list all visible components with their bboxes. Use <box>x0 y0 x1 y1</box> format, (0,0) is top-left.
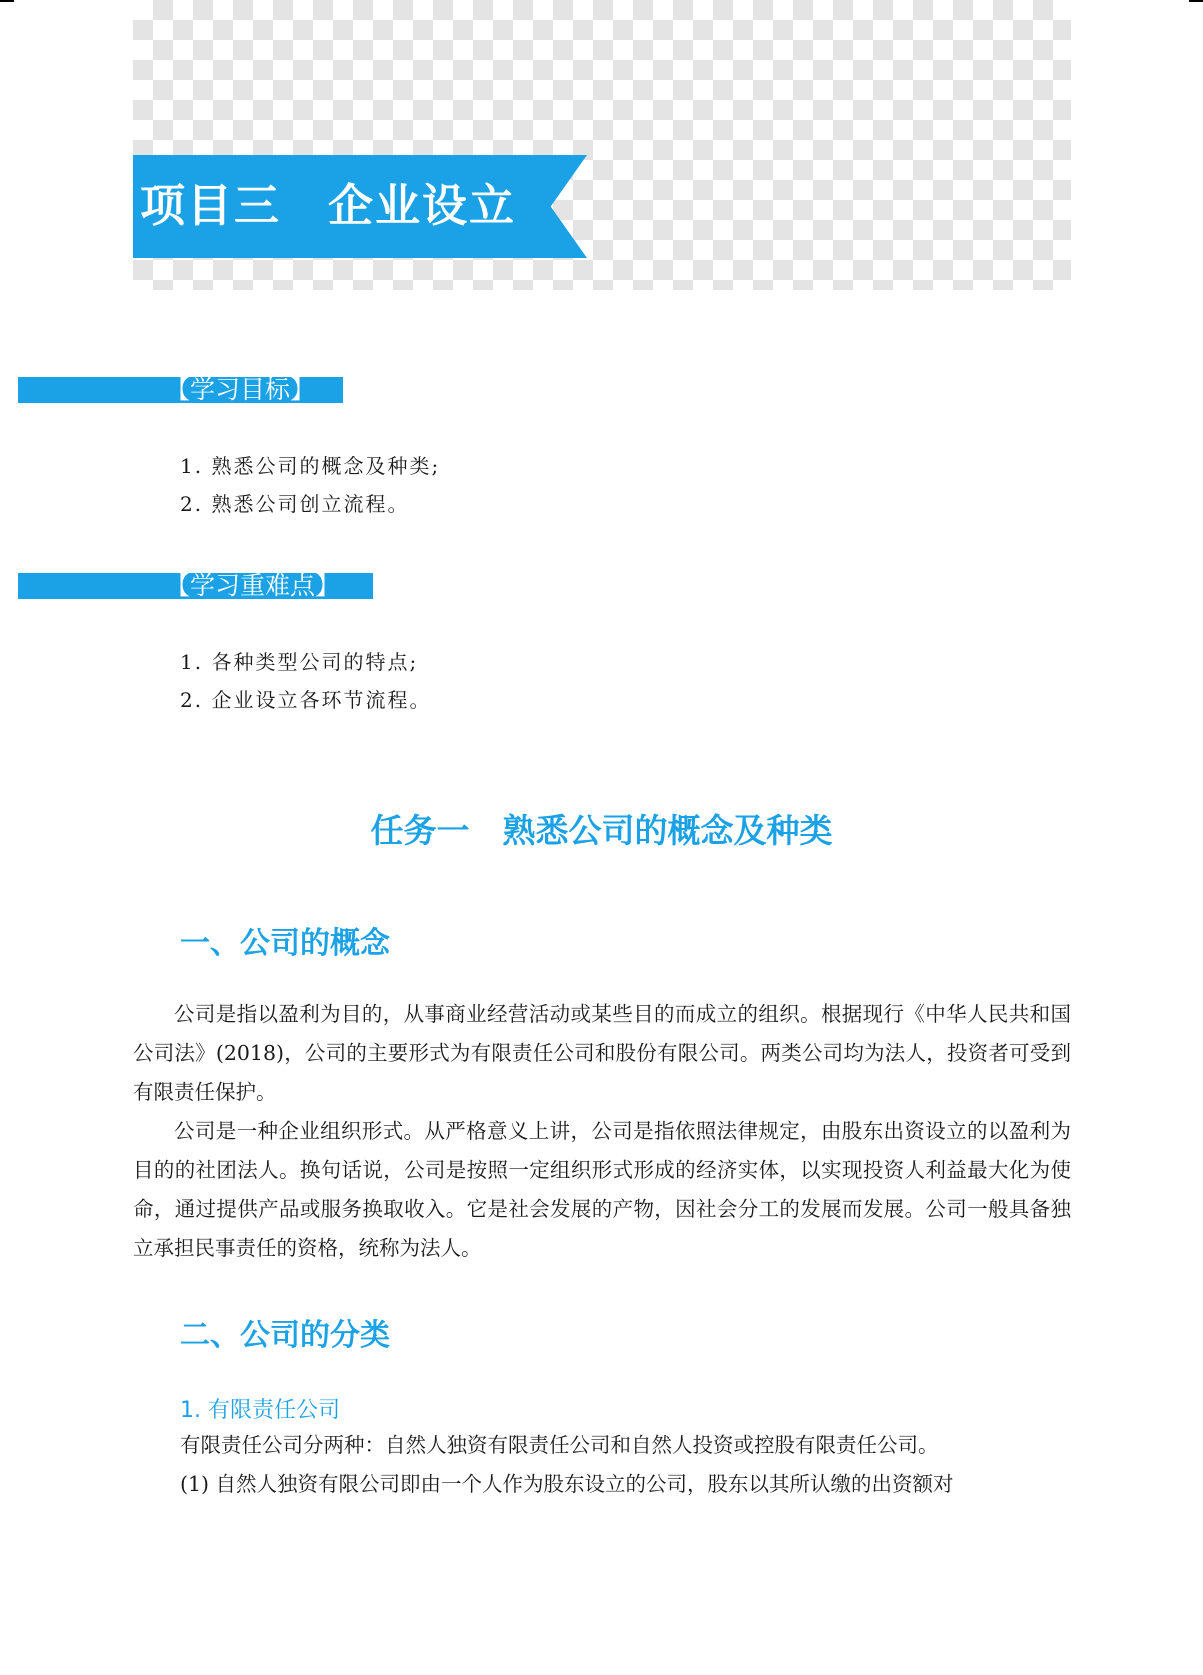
objectives-label: 【学习目标】 <box>165 375 316 404</box>
classification-subheading: 1. 有限责任公司 <box>180 1398 340 1423</box>
classification-heading: 二、公司的分类 <box>180 1318 390 1353</box>
objectives-list <box>180 447 440 523</box>
classification-line-2: (1) 自然人独资有限公司即由一个人作为股东设立的公司，股东以其所认缴的出资额对 <box>180 1472 954 1496</box>
task-title: 任务一 熟悉公司的概念及种类 <box>370 811 833 850</box>
key-points-label: 【学习重难点】 <box>165 571 341 600</box>
key-points-list <box>180 643 431 719</box>
concept-paragraph-1: 公司是指以盈利为目的，从事商业经营活动或某些目的而成立的组织。根据现行《中华人民共和国公司法》(2018)，公司的主要形式为有限责任公司和股份有限公司。两类公司均为法人，投资者可受到有限责任保护。 <box>133 1002 1071 1104</box>
list-item: 1. 各种类型公司的特点; <box>180 650 419 674</box>
list-item: 2. 企业设立各环节流程。 <box>180 688 432 712</box>
crop-mark-right <box>1189 0 1203 2</box>
list-item: 1. 熟悉公司的概念及种类; <box>180 454 441 478</box>
concept-paragraph-2: 公司是一种企业组织形式。从严格意义上讲，公司是指依照法律规定，由股东出资设立的以盈利为目的的社团法人。换句话说，公司是按照一定组织形式形成的经济实体，以实现投资人利益最大化为使命，通过提供产品或服务换取收入。它是社会发展的产物，因社会分工的发展而发展。公司一般具备独立承担民事责任的资格，统称为法人。 <box>133 1119 1071 1260</box>
list-item: 2. 熟悉公司创立流程。 <box>180 492 410 516</box>
concept-heading: 一、公司的概念 <box>180 926 390 961</box>
classification-line-1: 有限责任公司分两种：自然人独资有限责任公司和自然人投资或控股有限责任公司。 <box>180 1433 939 1457</box>
crop-mark-left <box>0 0 14 2</box>
chapter-title: 项目三 企业设立 <box>140 179 517 232</box>
